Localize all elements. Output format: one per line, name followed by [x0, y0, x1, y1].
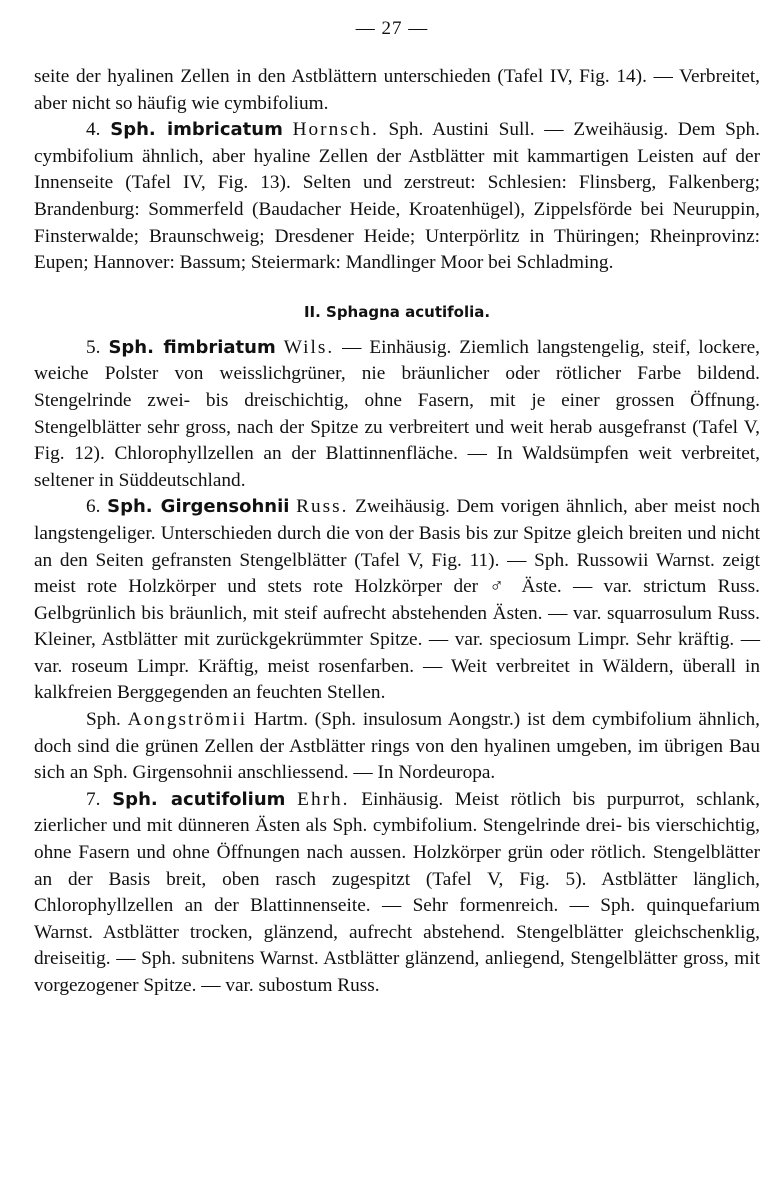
species-author: Ehrh.: [297, 788, 350, 810]
paragraph-imbricatum: [34, 117, 760, 277]
species-name: Sph. fimbriatum: [108, 336, 276, 358]
body-text: [34, 64, 760, 1000]
entry-text: Hartm. (Sph. insulosum Aongstr.) ist dem cymbifolium ähnlich, doch sind die grünen Zellen der Astblätter rings von den hyalinen umgeben, im übrigen Bau sich an Sph. Girgensohnii anschliessend. — In Nordeuropa.: [34, 709, 760, 784]
species-name: Aongströmii: [127, 709, 248, 731]
entry-number: 6.: [86, 496, 101, 518]
entry-number: 4.: [86, 119, 101, 141]
entry-text: Zweihäusig. Dem vorigen ähnlich, aber meist noch langstengeliger. Unterschieden durch die von der Basis bis zur Spitze gleich breiten und nicht an den Seiten gefransten Stengelblätter (Tafel V, Fig. 11). — Sph. Russowii Warnst. zeigt meist rote Holzkörper und stets rote Holzkörper der ♂ Äste. — var. strictum Russ. Gelbgrünlich bis bräunlich, mit steif aufrecht abstehenden Ästen. — var. squarrosulum Russ. Kleiner, Astblätter mit zurückgekrümmter Spitze. — var. speciosum Limpr. Sehr kräftig. — var. roseum Limpr. Kräftig, meist rosenfarben. — Weit verbreitet in Wäldern, überall in kalkfreien Berggegenden an feuchten Stellen.: [34, 496, 761, 704]
page-number: — 27 —: [355, 18, 429, 39]
species-name: Sph. acutifolium: [112, 788, 286, 810]
section-heading: II. Sphagna acutifolia.: [303, 302, 491, 321]
species-author: Hornsch.: [292, 119, 379, 141]
species-author: Wils.: [283, 336, 335, 358]
paragraph-acutifolium: [34, 787, 760, 1000]
species-name: Sph. Girgensohnii: [107, 496, 290, 518]
species-name: Sph. imbricatum: [110, 119, 283, 141]
paragraph-aongstroemii: [34, 707, 760, 787]
entry-text: — Einhäusig. Ziemlich langstengelig, steif, lockere, weiche Polster von weisslichgrüner, nie bräunlicher oder rötlicher Farbe bildend. Stengelrinde zwei- bis dreischichtig, ohne Fasern, mit je einer grossen Öffnung. Stengelblätter sehr gross, nach der Spitze zu verbreitert und weit herab ausgefranst (Tafel V, Fig. 12). Chlorophyllzellen an der Blattinnenfläche. — In Waldsümpfen weit verbreitet, seltener in Süddeutschland.: [34, 336, 760, 491]
paragraph-continuation: seite der hyalinen Zellen in den Astblättern unterschieden (Tafel IV, Fig. 14). — Verbreitet, aber nicht so häufig wie cymbifolium.: [34, 66, 760, 114]
entry-number: 5.: [86, 336, 101, 358]
paragraph-fimbriatum: [34, 335, 760, 495]
paragraph-girgensohnii: [34, 494, 760, 707]
entry-text: Einhäusig. Meist rötlich bis purpurrot, schlank, zierlicher und mit dünneren Ästen als Sph. cymbifolium. Stengelrinde drei- bis vierschichtig, ohne Fasern und ohne Öffnungen nach aussen. Holzkörper grün oder rötlich. Stengelblätter an der Basis breit, oben rasch zugespitzt (Tafel V, Fig. 5). Astblätter länglich, Chlorophyllzellen an der Blattinnenseite. — Sehr formenreich. — Sph. quinquefarium Warnst. Astblätter trocken, glänzend, aufrecht abstehend. Stengelblätter gleichschenklig, dreiseitig. — Sph. subnitens Warnst. Astblätter glänzend, anliegend, Stengelblätter gross, mit vorgezogener Spitze. — var. subostum Russ.: [34, 788, 760, 996]
entry-prefix: Sph.: [86, 709, 128, 731]
entry-text: Sph. Austini Sull. — Zweihäusig. Dem Sph. cymbifolium ähnlich, aber hyaline Zellen der Astblätter mit kammartigen Leisten auf der Innenseite (Tafel IV, Fig. 13). Selten und zerstreut: Schlesien: Flinsberg, Falkenberg; Brandenburg: Sommerfeld (Baudacher Heide, Kroatenhügel), Zippelsförde bei Neuruppin, Finsterwalde; Braunschweig; Dresdener Heide; Unterpörlitz in Thüringen; Rheinprovinz: Eupen; Hannover: Bassum; Steiermark: Mandlinger Moor bei Schladming.: [34, 119, 760, 274]
species-author: Russ.: [296, 496, 349, 518]
entry-number: 7.: [86, 788, 101, 810]
